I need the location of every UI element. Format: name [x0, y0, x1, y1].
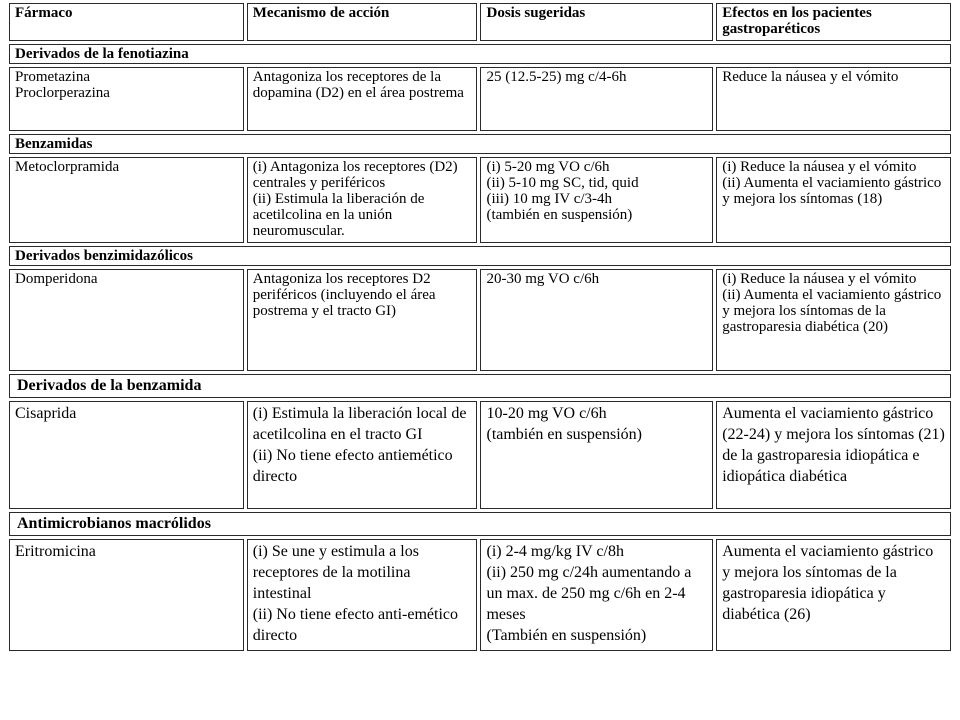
effects-cell: Reduce la náusea y el vómito: [716, 67, 951, 131]
table-row: [9, 269, 951, 371]
mechanism-cell: (i) Antagoniza los receptores (D2) centrales y periféricos (ii) Estimula la liberación de acetilcolina en la unión neuromuscular.: [247, 157, 478, 243]
document-page: [6, 0, 954, 720]
section-title: Derivados de la fenotiazina: [9, 44, 951, 64]
dose-cell: 25 (12.5-25) mg c/4-6h: [480, 67, 713, 131]
mechanism-cell: Antagoniza los receptores de la dopamina (D2) en el área postrema: [247, 67, 478, 131]
header-efectos: Efectos en los pacientes gastroparéticos: [716, 3, 951, 41]
effects-cell: Aumenta el vaciamiento gástrico y mejora los síntomas de la gastroparesia idiopática y diabética (26): [716, 539, 951, 651]
header-mecanismo: Mecanismo de acción: [247, 3, 478, 41]
section-title: Derivados benzimidazólicos: [9, 246, 951, 266]
mechanism-cell: Antagoniza los receptores D2 periféricos (incluyendo el área postrema y el tracto GI): [247, 269, 478, 371]
section-title: Derivados de la benzamida: [9, 374, 951, 398]
section-title: Benzamidas: [9, 134, 951, 154]
header-farmaco: Fármaco: [9, 3, 244, 41]
table-row: [9, 67, 951, 131]
table-row: [9, 539, 951, 651]
header-dosis: Dosis sugeridas: [480, 3, 713, 41]
dose-cell: (i) 2-4 mg/kg IV c/8h (ii) 250 mg c/24h aumentando a un max. de 250 mg c/6h en 2-4 meses (También en suspensión): [480, 539, 713, 651]
section-title: Antimicrobianos macrólidos: [9, 512, 951, 536]
mechanism-cell: (i) Estimula la liberación local de acetilcolina en el tracto GI (ii) No tiene efecto antiemético directo: [247, 401, 478, 509]
section-row: [9, 134, 951, 154]
effects-cell: (i) Reduce la náusea y el vómito (ii) Aumenta el vaciamiento gástrico y mejora los síntomas de la gastroparesia diabética (20): [716, 269, 951, 371]
dose-cell: 10-20 mg VO c/6h (también en suspensión): [480, 401, 713, 509]
drug-cell: Prometazina Proclorperazina: [9, 67, 244, 131]
drug-cell: Domperidona: [9, 269, 244, 371]
effects-cell: Aumenta el vaciamiento gástrico (22-24) y mejora los síntomas (21) de la gastroparesia idiopática e idiopática diabética: [716, 401, 951, 509]
table-row: [9, 157, 951, 243]
dose-cell: 20-30 mg VO c/6h: [480, 269, 713, 371]
table-row: [9, 401, 951, 509]
mechanism-cell: (i) Se une y estimula a los receptores de la motilina intestinal (ii) No tiene efecto anti-emético directo: [247, 539, 478, 651]
section-row: [9, 44, 951, 64]
section-row: [9, 512, 951, 536]
drug-cell: Eritromicina: [9, 539, 244, 651]
table-header-row: [9, 3, 951, 41]
section-row: [9, 374, 951, 398]
dose-cell: (i) 5-20 mg VO c/6h (ii) 5-10 mg SC, tid, quid (iii) 10 mg IV c/3-4h (también en suspensión): [480, 157, 713, 243]
drug-cell: Metoclorpramida: [9, 157, 244, 243]
effects-cell: (i) Reduce la náusea y el vómito (ii) Aumenta el vaciamiento gástrico y mejora los síntomas (18): [716, 157, 951, 243]
drug-table: [6, 0, 954, 654]
drug-cell: Cisaprida: [9, 401, 244, 509]
section-row: [9, 246, 951, 266]
